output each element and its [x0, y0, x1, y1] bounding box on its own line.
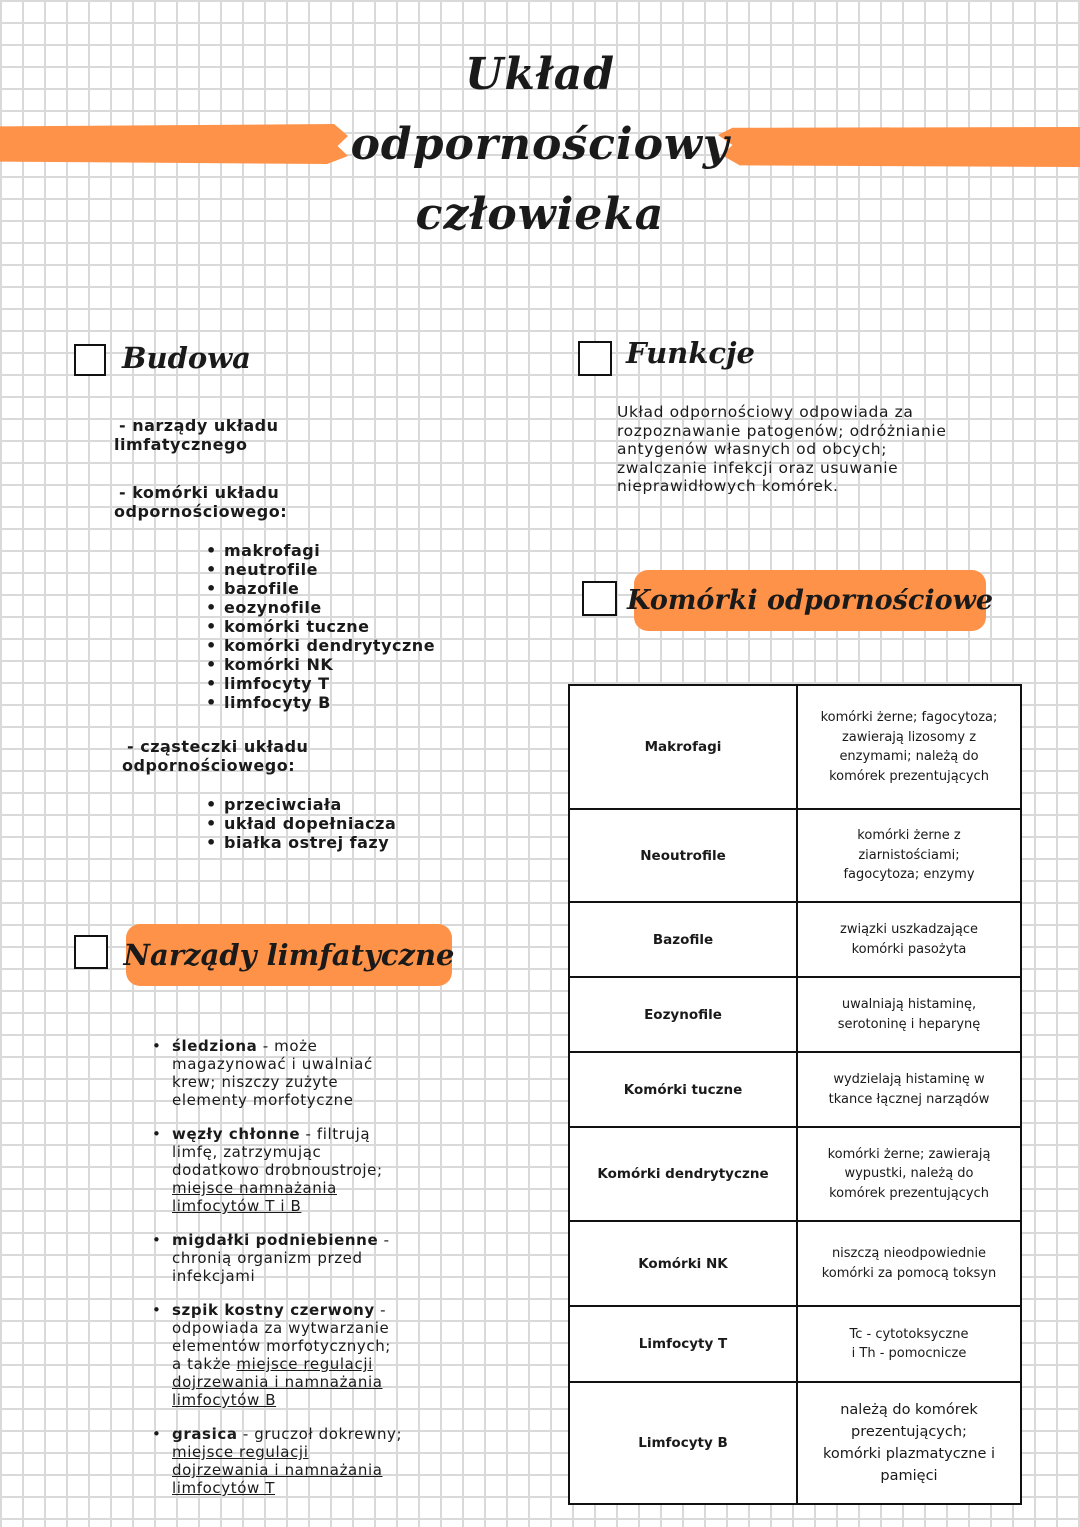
brush-stroke-right	[718, 127, 1080, 167]
organ-grasica: • grasica - gruczoł dokrewny; miejsce regulacji dojrzewania i namnażania limfocytów T	[152, 1425, 452, 1497]
organ-sledziona: • śledziona - może magazynować i uwalniać krew; niszczy zużyte elementy morfotyczne	[152, 1037, 452, 1109]
cell-desc: komórki żerne z ziarnistościami; fagocytoza; enzymy	[797, 809, 1021, 902]
komorki-heading: Komórki odpornościowe	[626, 585, 994, 616]
cell-desc: Tc - cytotoksyczne i Th - pomocnicze	[797, 1306, 1021, 1382]
immune-cells-table	[568, 684, 1022, 1505]
table-row	[569, 809, 1021, 902]
table-row	[569, 685, 1021, 809]
funkcje-text: Układ odpornościowy odpowiada za rozpoznawanie patogenów; odróżnianie antygenów własnych od obcych; zwalczanie infekcji oraz usuwanie nieprawidłowych komórek.	[617, 403, 947, 495]
organ-name: śledziona	[172, 1037, 258, 1055]
organ-wezly-chlonne: • węzły chłonne - filtrują limfę, zatrzymując dodatkowo drobnoustroje; miejsce namnażania limfocytów T i B	[152, 1125, 452, 1215]
lymph-organs-list	[152, 1037, 452, 1513]
komorki-checkbox[interactable]	[582, 581, 617, 616]
budowa-item-czasteczki: - cząsteczki układu odpornościowego:	[122, 737, 309, 775]
organ-name: węzły chłonne	[172, 1125, 301, 1143]
list-item: • układ dopełniacza	[206, 814, 396, 833]
organ-szpik: • szpik kostny czerwony - odpowiada za wytwarzanie elementów morfotycznych; a także miejsce regulacji dojrzewania i namnażania limfocytów B	[152, 1301, 452, 1409]
table-row	[569, 1306, 1021, 1382]
table-row	[569, 977, 1021, 1052]
list-item: • neutrofile	[206, 560, 435, 579]
title-line-3: człowieka	[415, 189, 665, 240]
cell-name: Bazofile	[569, 902, 797, 977]
budowa-item-narzady: - narządy układu limfatycznego	[114, 416, 279, 454]
cell-desc: wydzielają histaminę w tkance łącznej narządów	[797, 1052, 1021, 1127]
list-item: • przeciwciała	[206, 795, 396, 814]
list-item: • komórki tuczne	[206, 617, 435, 636]
molecules-bullet-list	[206, 795, 396, 852]
list-item: • eozynofile	[206, 598, 435, 617]
table-row	[569, 1221, 1021, 1306]
table-row	[569, 1382, 1021, 1504]
cell-name: Komórki tuczne	[569, 1052, 797, 1127]
cell-desc: niszczą nieodpowiednie komórki za pomocą toksyn	[797, 1221, 1021, 1306]
komorki-heading-pill	[626, 570, 994, 631]
list-item: • komórki NK	[206, 655, 435, 674]
budowa-item-komorki: - komórki układu odpornościowego:	[114, 483, 288, 521]
cell-name: Neoutrofile	[569, 809, 797, 902]
funkcje-heading: Funkcje	[626, 336, 755, 370]
cell-desc: związki uszkadzające komórki pasożyta	[797, 902, 1021, 977]
cell-name: Komórki dendrytyczne	[569, 1127, 797, 1221]
narzady-heading: Narządy limfatyczne	[123, 938, 455, 972]
cell-desc: uwalniają histaminę, serotoninę i heparynę	[797, 977, 1021, 1052]
organ-name: grasica	[172, 1425, 238, 1443]
list-item: • makrofagi	[206, 541, 435, 560]
funkcje-checkbox[interactable]	[578, 341, 612, 376]
table-row	[569, 1127, 1021, 1221]
cell-name: Makrofagi	[569, 685, 797, 809]
organ-name: migdałki podniebienne	[172, 1231, 379, 1249]
budowa-heading: Budowa	[122, 341, 251, 375]
title-line-1: Układ	[464, 49, 616, 100]
list-item: • limfocyty T	[206, 674, 435, 693]
cell-name: Eozynofile	[569, 977, 797, 1052]
narzady-heading-pill	[123, 924, 455, 986]
brush-stroke-left	[0, 124, 348, 164]
table-row	[569, 1052, 1021, 1127]
list-item: • białka ostrej fazy	[206, 833, 396, 852]
title-line-2: odpornościowy	[350, 119, 730, 170]
page-title	[340, 40, 740, 250]
cell-name: Komórki NK	[569, 1221, 797, 1306]
cell-desc: należą do komórek prezentujących; komórki plazmatyczne i pamięci	[797, 1382, 1021, 1504]
list-item: • bazofile	[206, 579, 435, 598]
cell-name: Limfocyty T	[569, 1306, 797, 1382]
narzady-checkbox[interactable]	[74, 935, 108, 969]
budowa-checkbox[interactable]	[74, 344, 106, 376]
cell-desc: komórki żerne; fagocytoza; zawierają lizosomy z enzymami; należą do komórek prezentujących	[797, 685, 1021, 809]
cell-name: Limfocyty B	[569, 1382, 797, 1504]
cells-bullet-list	[206, 541, 435, 712]
organ-name: szpik kostny czerwony	[172, 1301, 375, 1319]
cell-desc: komórki żerne; zawierają wypustki, należą do komórek prezentujących	[797, 1127, 1021, 1221]
organ-migdalki: • migdałki podniebienne - chronią organizm przed infekcjami	[152, 1231, 452, 1285]
list-item: • limfocyty B	[206, 693, 435, 712]
table-row	[569, 902, 1021, 977]
list-item: • komórki dendrytyczne	[206, 636, 435, 655]
